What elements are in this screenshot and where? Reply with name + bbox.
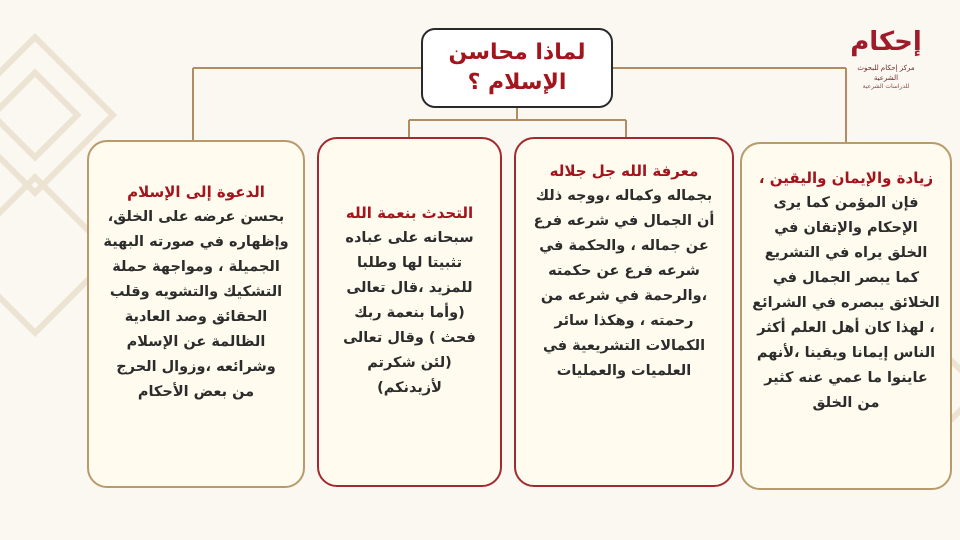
logo-tagline: للدراسات الشرعية bbox=[862, 83, 910, 90]
reason-card-gratitude-title: التحدث بنعمة الله bbox=[345, 204, 474, 222]
reason-card-knowing-allah-body: بجماله وكماله ،ووجه ذلك أن الجمال في شرعه فرع عن جماله ، والحكمة في شرعه فرع عن حكمته ،والرحمة في شرعه من رحمته ، وهكذا سائر الكمالات التشريعية في العلميات والعمليات bbox=[533, 188, 715, 379]
logo-subtitle: مركز إحكام للبحوث الشرعية bbox=[857, 64, 915, 82]
diagram-title-box bbox=[421, 28, 613, 108]
logo-mark: إحكام bbox=[850, 27, 922, 57]
reason-card-knowing-allah bbox=[514, 137, 734, 487]
reason-card-dawah bbox=[87, 140, 305, 488]
logo bbox=[846, 25, 926, 95]
title-line-1: لماذا محاسن bbox=[448, 40, 586, 65]
reason-card-faith-body: فإن المؤمن كما يرى الإحكام والإتقان في الخلق يراه في التشريع كما يبصر الجمال في الخلائق يبصره في الشرائع ، لهذا كان أهل العلم أكثر الناس إيمانا ويقينا ،لأنهم عاينوا ما عمي عنه كثير من الخلق bbox=[752, 195, 940, 411]
reason-card-faith-title: زيادة والإيمان واليقين ، bbox=[758, 169, 934, 187]
reason-card-dawah-title: الدعوة إلى الإسلام bbox=[127, 183, 265, 201]
reason-card-knowing-allah-title: معرفة الله جل جلاله bbox=[549, 162, 699, 180]
reason-card-gratitude-body: سبحانه على عباده تثبيتا لها وطلبا للمزيد ،قال تعالى (وأما بنعمة ربك فحث ) وقال تعالى (لئن شكرتم لأزيدنكم) bbox=[343, 230, 476, 396]
reason-card-faith bbox=[740, 142, 952, 490]
reason-card-dawah-body: بحسن عرضه على الخلق، وإظهاره في صورته البهية الجميلة ، ومواجهة حملة التشكيك والتشويه وقلب الحقائق وصد العادية الظالمة عن الإسلام وشرائعه ،وزوال الحرج من بعض الأحكام bbox=[103, 209, 289, 400]
reason-card-gratitude bbox=[317, 137, 502, 487]
title-line-2: الإسلام ؟ bbox=[467, 70, 567, 95]
